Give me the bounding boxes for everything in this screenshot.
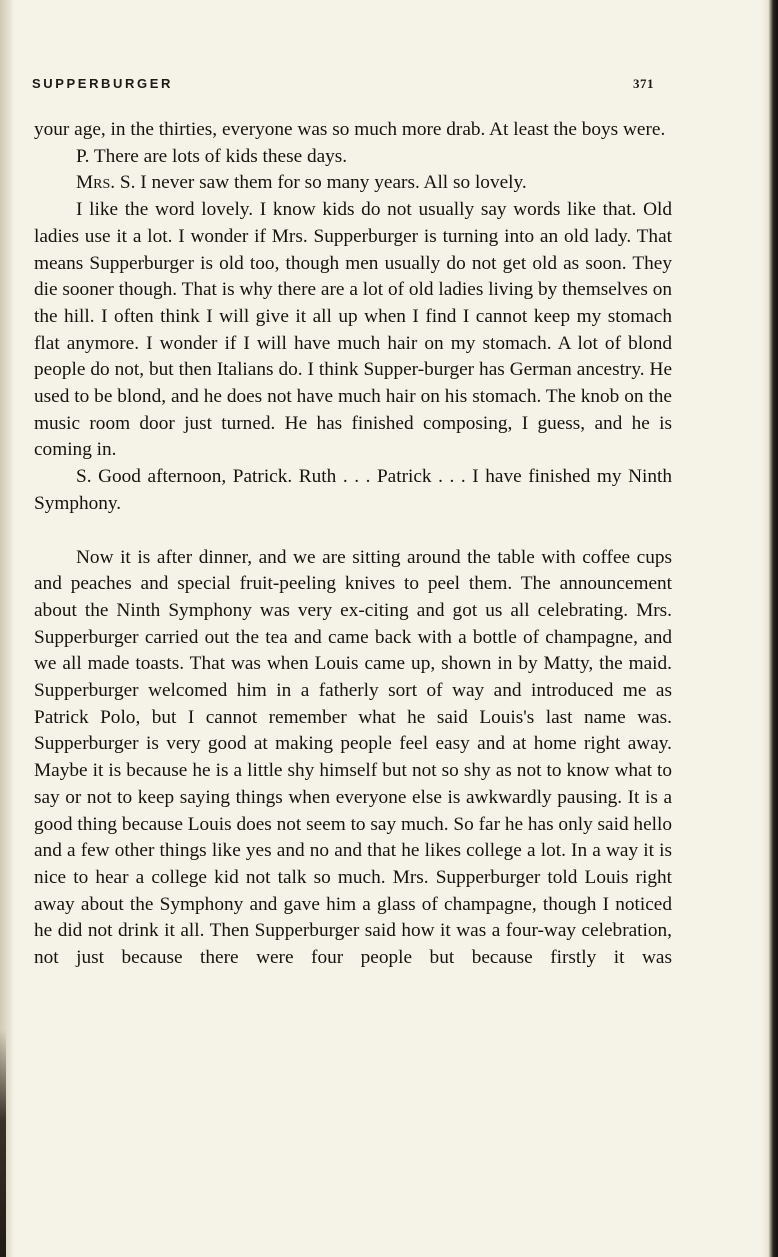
page-edge-shadow xyxy=(762,0,778,1257)
dialogue-line-p: P. There are lots of kids these days. xyxy=(76,145,348,167)
running-title: SUPPERBURGER xyxy=(32,76,173,91)
page-gutter-dark-edge xyxy=(0,1030,6,1257)
paragraph-continuation: your age, in the thirties, everyone was so much more drab. At least the boys were. xyxy=(34,119,666,140)
running-head xyxy=(32,76,654,96)
body-text xyxy=(34,117,672,972)
speaker-label-mrs: Mrs. xyxy=(76,172,116,194)
paragraph-narration: I like the word lovely. I know kids do not usually say words like that. Old ladies use it a lot. I wonder if Mrs. Supperburger is turning into an old lady. That means Supperburger is old too, though men usually do not get old as soon. They die sooner though. That is why there are a lot of old ladies living by themselves on the hill. I often think I will give it all up when I find I cannot keep my stomach flat anymore. I wonder if I will have much hair on my stomach. A lot of blond people do not, but then Italians do. I think Supper-burger has German ancestry. He used to be blond, and he does not have much hair on his stomach. The knob on the music room door just turned. He has finished composing, I guess, and he is coming in. xyxy=(34,199,672,461)
dialogue-text-mrs-s: S. I never saw them for so many years. All so lovely. xyxy=(115,172,527,194)
paragraph-after-dinner: Now it is after dinner, and we are sitting around the table with coffee cups and peaches and special fruit-peeling knives to peel them. The announcement about the Ninth Symphony was very ex-citing and got us all celebrating. Mrs. Supperburger carried out the tea and came back with a bottle of champagne, and we all made toasts. That was when Louis came up, shown in by Matty, the maid. Supperburger welcomed him in a fatherly sort of way and introduced me as Patrick Polo, but I cannot remember what he said Louis's last name was. Supperburger is very good at making people feel easy and at home right away. Maybe it is because he is a little shy himself but not so shy as not to know what to say or not to keep saying things when everyone else is awkwardly pausing. It is a good thing because Louis does not seem to say much. So far he has only said hello and a few other things like yes and no and that he likes college a lot. In a way it is nice to hear a college kid not talk so much. Mrs. Supperburger told Louis right away about the Symphony and gave him a glass of champagne, though I noticed he did not drink it all. Then Supperburger said how it was a four-way celebration, not just because there were four people but because firstly it was xyxy=(34,546,672,969)
dialogue-line-mrs-s xyxy=(34,170,672,197)
section-break xyxy=(34,518,672,545)
page-number: 371 xyxy=(633,76,654,91)
dialogue-line-s: S. Good afternoon, Patrick. Ruth . . . Patrick . . . I have finished my Ninth Symphony. xyxy=(34,466,672,514)
